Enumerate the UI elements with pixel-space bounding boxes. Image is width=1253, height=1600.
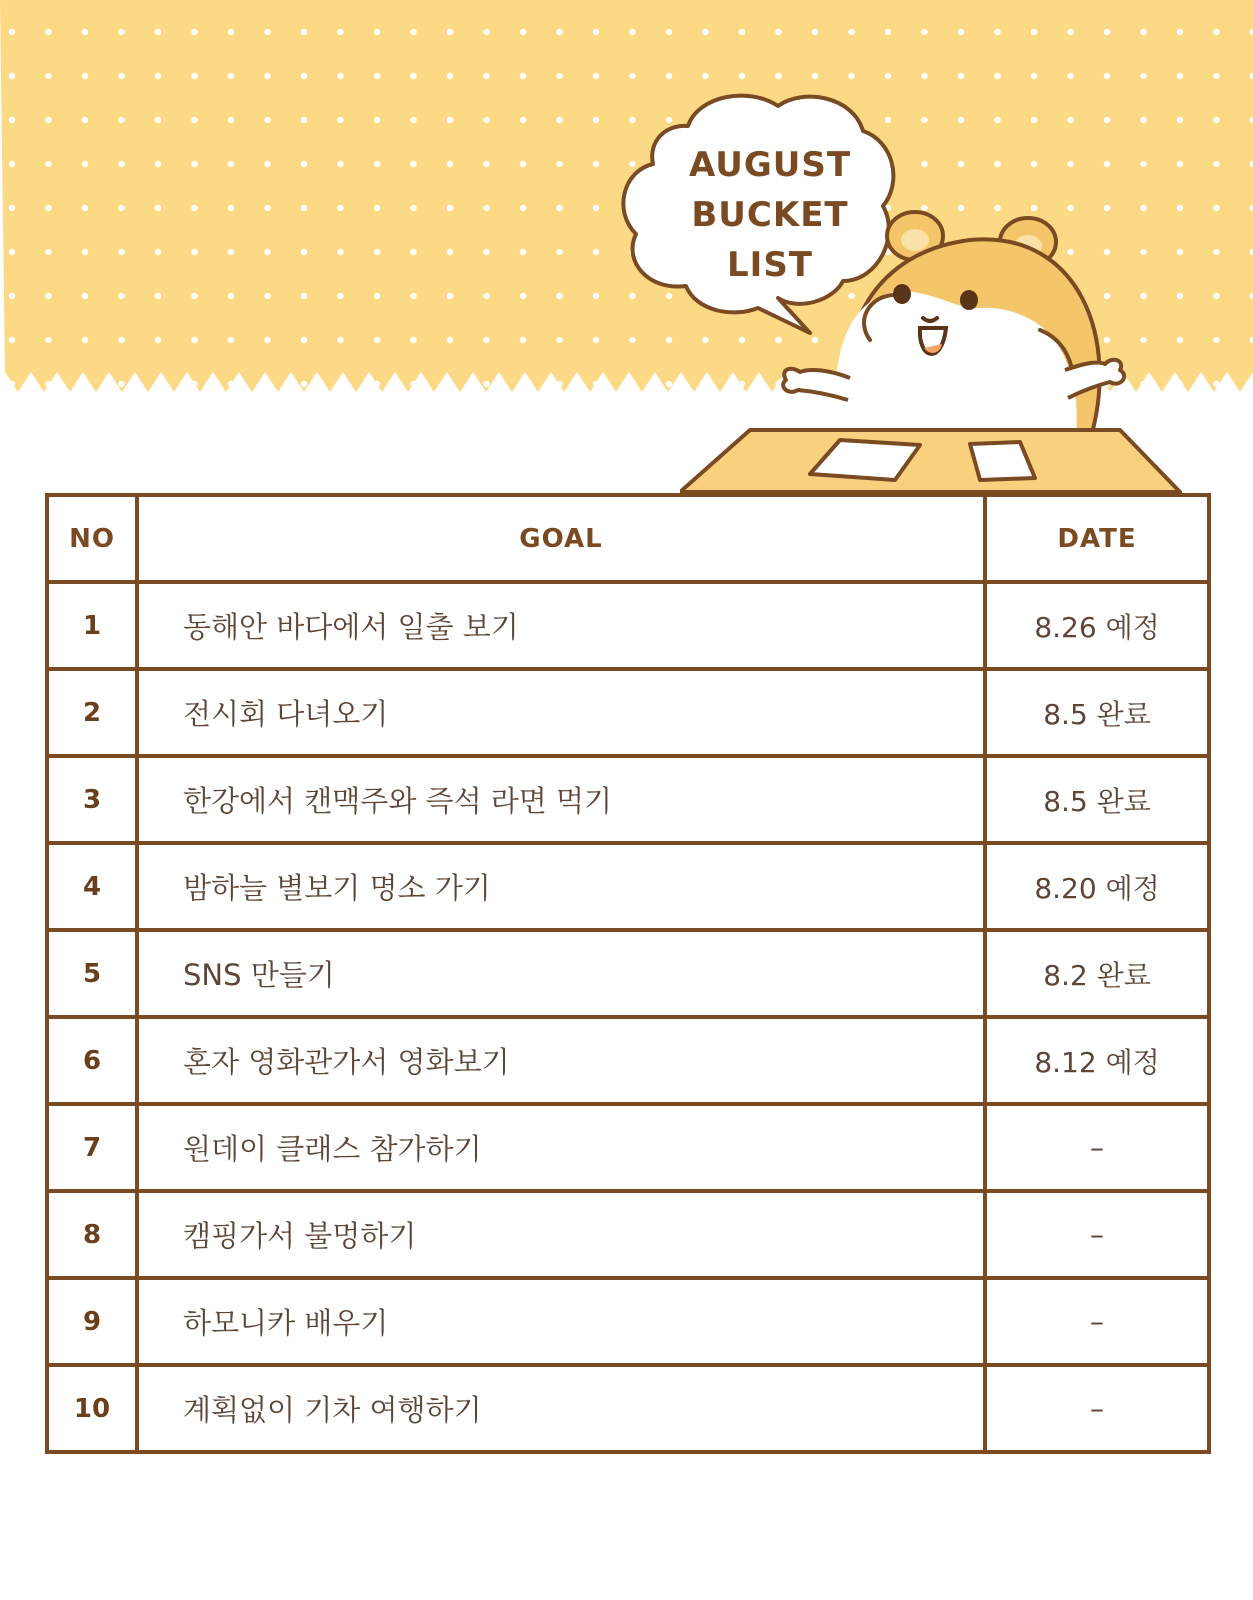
row-goal: 전시회 다녀오기	[137, 669, 985, 756]
table-row	[47, 1017, 1209, 1104]
row-number: 9	[47, 1278, 137, 1365]
row-number: 10	[47, 1365, 137, 1452]
row-goal: 캠핑가서 불멍하기	[137, 1191, 985, 1278]
row-date: 8.5 완료	[985, 756, 1209, 843]
bucket-list-table	[45, 493, 1207, 1520]
table	[45, 493, 1211, 1454]
table-row	[47, 582, 1209, 669]
row-date: –	[985, 1191, 1209, 1278]
row-number: 3	[47, 756, 137, 843]
row-date: –	[985, 1278, 1209, 1365]
row-date: 8.26 예정	[985, 582, 1209, 669]
table-row	[47, 930, 1209, 1017]
table-row	[47, 1191, 1209, 1278]
row-goal: 혼자 영화관가서 영화보기	[137, 1017, 985, 1104]
table-row	[47, 1365, 1209, 1452]
row-date: –	[985, 1365, 1209, 1452]
row-number: 2	[47, 669, 137, 756]
row-date: 8.12 예정	[985, 1017, 1209, 1104]
row-number: 5	[47, 930, 137, 1017]
row-goal: 밤하늘 별보기 명소 가기	[137, 843, 985, 930]
row-number: 1	[47, 582, 137, 669]
table-row	[47, 1278, 1209, 1365]
row-date: –	[985, 1104, 1209, 1191]
column-header-goal: GOAL	[137, 495, 985, 582]
row-goal: 하모니카 배우기	[137, 1278, 985, 1365]
row-date: 8.20 예정	[985, 843, 1209, 930]
bubble-line-1: AUGUST	[688, 145, 852, 185]
row-goal: 동해안 바다에서 일출 보기	[137, 582, 985, 669]
column-header-no: NO	[47, 495, 137, 582]
bubble-line-3: LIST	[727, 245, 813, 285]
table-row	[47, 669, 1209, 756]
table-row	[47, 756, 1209, 843]
row-date: 8.2 완료	[985, 930, 1209, 1017]
row-number: 7	[47, 1104, 137, 1191]
table-header-row	[47, 495, 1209, 582]
row-goal: 원데이 클래스 참가하기	[137, 1104, 985, 1191]
row-goal: 계획없이 기차 여행하기	[137, 1365, 985, 1452]
bubble-line-2: BUCKET	[691, 195, 849, 235]
row-goal: 한강에서 캔맥주와 즉석 라면 먹기	[137, 756, 985, 843]
hamster-illustration	[680, 200, 1220, 500]
row-goal: SNS 만들기	[137, 930, 985, 1017]
row-date: 8.5 완료	[985, 669, 1209, 756]
row-number: 4	[47, 843, 137, 930]
column-header-date: DATE	[985, 495, 1209, 582]
table-row	[47, 843, 1209, 930]
row-number: 8	[47, 1191, 137, 1278]
row-number: 6	[47, 1017, 137, 1104]
table-row	[47, 1104, 1209, 1191]
